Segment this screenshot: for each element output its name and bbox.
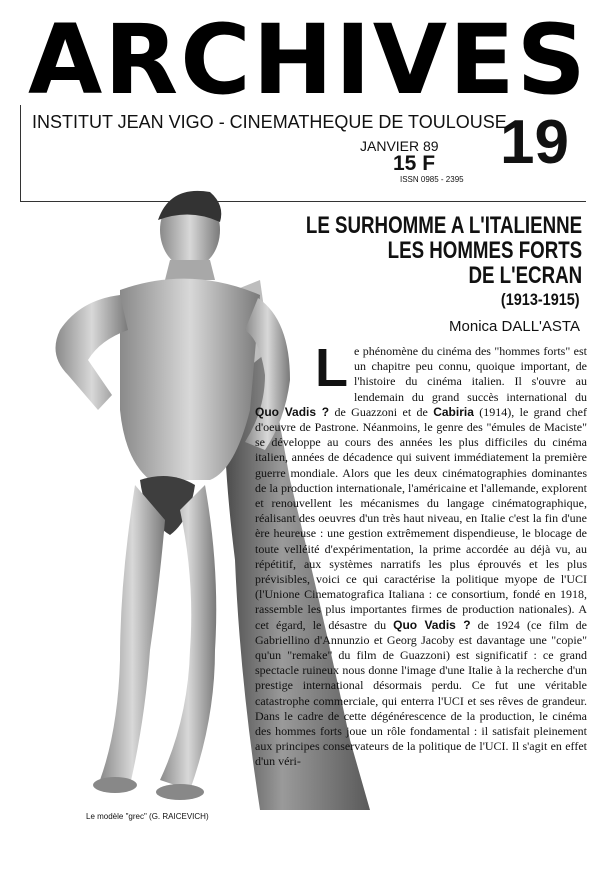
- body-text: (1914), le grand chef d'oeuvre de Pastrone. Néanmoins, le genre des "émules de Maciste" se développe au cours des années les plus difficiles du cinéma italien, années de décadence qui suivent immédiatement la première guerre mondiale. Alors que les deux cinématographies dominantes de la production internationale, l'américaine et l'allemande, explorent et renouvellent les mécanismes du langage cinématographique, réalisant des oeuvres d'un très haut niveau, en Italie c'est la fin d'une ère heureuse : une gestion extrêmement dispendieuse, le blocage de toute velléité d'expérimentation, la prime accordée au déjà vu, au répétitif, aux systèmes narratifs les plus éprouvés et les plus prévisibles, voici ce qui caractérise la politique myope de l'UCI (l'Unione Cinematografica Italiana : ce consortium, fondé en 1918, rassemble les plus importantes firmes de production nationales). A cet égard, le désastre du: [255, 404, 587, 632]
- issn-number: ISSN 0985 - 2395: [400, 175, 464, 184]
- drop-cap: L: [315, 344, 348, 398]
- body-text: de Guazzoni et de: [329, 404, 434, 419]
- issue-date: JANVIER 89: [360, 138, 439, 154]
- issue-number: 19: [500, 108, 569, 177]
- title-line: DE L'ECRAN: [468, 262, 582, 289]
- institute-name: INSTITUT JEAN VIGO - CINEMATHEQUE DE TOULOUSE: [32, 112, 507, 132]
- masthead-title: ARCHIVES: [28, 4, 588, 116]
- film-title: Quo Vadis ?: [393, 617, 471, 632]
- title-line: LES HOMMES FORTS: [387, 237, 582, 264]
- article-author: Monica DALL'ASTA: [449, 318, 580, 335]
- article-body: [255, 344, 587, 864]
- photo-caption: Le modèle "grec" (G. RAICEVICH): [86, 812, 209, 821]
- body-text: e phénomène du cinéma des "hommes forts" est un chapitre peu connu, quoique important, de l'histoire du cinéma italien. Il s'ouvre au lendemain du grand succès international du: [354, 344, 587, 404]
- article-title: [306, 213, 582, 288]
- body-text: de 1924 (ce film de Gabriellino d'Annunzio et Georg Jacoby est davantage une "copie" qu'un "remake" du film de Guazzoni) est significatif : ce grand spectacle ruineux nous donne l'image d'une Italie à la recherche d'un prestige international désormais perdu. Ce fut une véritable catastrophe commerciale, qui enterra l'UCI et ses rêves de grandeur. Dans le cadre de cette dégénérescence de la production, le cinéma des hommes forts joue un rôle fondamental : il satisfait pleinement aux principes conservateurs de la politique de l'UCI. Il s'agit en effet d'un véri-: [255, 617, 587, 769]
- film-title: Cabiria: [433, 404, 474, 419]
- film-title: Quo Vadis ?: [255, 404, 330, 419]
- article-years: (1913-1915): [501, 290, 580, 309]
- title-line: LE SURHOMME A L'ITALIENNE: [305, 212, 582, 239]
- issue-price: 15 F: [393, 152, 436, 175]
